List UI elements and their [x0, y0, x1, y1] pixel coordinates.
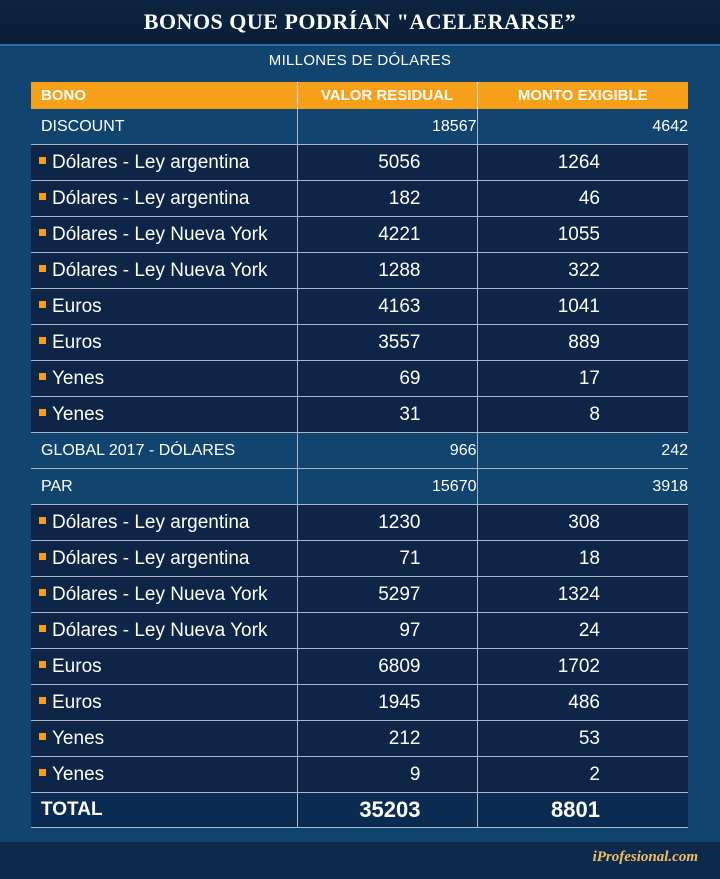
bond-name: Dólares - Ley argentina [52, 547, 250, 569]
column-header-valor-residual: VALOR RESIDUAL [297, 82, 477, 109]
valor-residual-cell: 5056 [297, 145, 477, 181]
valor-residual-cell: 1945 [297, 685, 477, 721]
monto-exigible-cell: 17 [477, 361, 688, 397]
bond-name: Dólares - Ley Nueva York [52, 583, 268, 605]
bond-name: Euros [52, 331, 102, 353]
bullet-icon [39, 697, 46, 704]
bond-name-cell [31, 469, 297, 505]
table-row [31, 505, 688, 541]
table-row [31, 685, 688, 721]
bond-name-cell [31, 685, 297, 721]
valor-residual-cell: 31 [297, 397, 477, 433]
bond-name: Yenes [52, 367, 105, 389]
monto-exigible-cell: 1055 [477, 217, 688, 253]
valor-residual-cell: 5297 [297, 577, 477, 613]
brand-logo: iProfesional.com [592, 849, 698, 865]
table-row [31, 397, 688, 433]
valor-residual-cell: 15670 [297, 469, 477, 505]
group-row [31, 109, 688, 145]
bullet-icon [39, 589, 46, 596]
monto-exigible-cell: 1702 [477, 649, 688, 685]
monto-exigible-cell: 3918 [477, 469, 688, 505]
valor-residual-cell: 4221 [297, 217, 477, 253]
monto-exigible-cell: 53 [477, 721, 688, 757]
bond-name: PAR [41, 477, 73, 495]
table-row [31, 613, 688, 649]
header-row [31, 82, 688, 109]
bullet-icon [39, 409, 46, 416]
monto-exigible-cell: 24 [477, 613, 688, 649]
bullet-icon [39, 769, 46, 776]
monto-exigible-cell: 18 [477, 541, 688, 577]
monto-exigible-cell: 2 [477, 757, 688, 793]
bond-name: Euros [52, 655, 102, 677]
bullet-icon [39, 661, 46, 668]
bond-name: Euros [52, 295, 102, 317]
valor-residual-cell: 69 [297, 361, 477, 397]
monto-exigible-cell: 486 [477, 685, 688, 721]
bond-name-cell [31, 505, 297, 541]
bond-name: Dólares - Ley Nueva York [52, 619, 268, 641]
bond-name-cell [31, 181, 297, 217]
bond-name-cell [31, 721, 297, 757]
valor-residual-cell: 18567 [297, 109, 477, 145]
bullet-icon [39, 625, 46, 632]
table-row [31, 325, 688, 361]
valor-residual-cell: 3557 [297, 325, 477, 361]
bond-name-cell [31, 613, 297, 649]
valor-residual-cell: 6809 [297, 649, 477, 685]
bond-name: Dólares - Ley Nueva York [52, 259, 268, 281]
valor-residual-cell: 1288 [297, 253, 477, 289]
bond-name-cell [31, 109, 297, 145]
bullet-icon [39, 733, 46, 740]
table-row [31, 757, 688, 793]
table-row [31, 541, 688, 577]
valor-residual-cell: 1230 [297, 505, 477, 541]
group-row [31, 433, 688, 469]
bond-name: GLOBAL 2017 - DÓLARES [41, 441, 236, 459]
page-title: BONOS QUE PODRÍAN "ACELERARSE” [143, 9, 577, 34]
bond-name: TOTAL [41, 799, 103, 820]
bond-table [31, 82, 688, 828]
bond-name-cell [31, 577, 297, 613]
monto-exigible-cell: 1041 [477, 289, 688, 325]
valor-residual-cell: 9 [297, 757, 477, 793]
table-row [31, 181, 688, 217]
table-row [31, 721, 688, 757]
bond-name: Yenes [52, 727, 105, 749]
monto-exigible-cell: 4642 [477, 109, 688, 145]
table-row [31, 649, 688, 685]
bond-name-cell [31, 361, 297, 397]
table-row [31, 361, 688, 397]
bond-name: Dólares - Ley argentina [52, 511, 250, 533]
bond-name: Dólares - Ley argentina [52, 187, 250, 209]
table-body [31, 109, 688, 828]
table-row [31, 289, 688, 325]
valor-residual-cell: 97 [297, 613, 477, 649]
bond-name: Euros [52, 691, 102, 713]
bond-name-cell [31, 757, 297, 793]
bond-name: Dólares - Ley Nueva York [52, 223, 268, 245]
monto-exigible-cell: 889 [477, 325, 688, 361]
subtitle: MILLONES DE DÓLARES [268, 52, 452, 69]
bullet-icon [39, 553, 46, 560]
bullet-icon [39, 265, 46, 272]
title-bar [0, 0, 720, 46]
monto-exigible-cell: 8 [477, 397, 688, 433]
table-row [31, 577, 688, 613]
bond-name: DISCOUNT [41, 117, 125, 135]
bond-name-cell [31, 433, 297, 469]
valor-residual-cell: 4163 [297, 289, 477, 325]
bond-name-cell [31, 289, 297, 325]
group-row [31, 469, 688, 505]
bond-name-cell [31, 325, 297, 361]
bond-name-cell [31, 541, 297, 577]
monto-exigible-cell: 8801 [477, 793, 688, 828]
valor-residual-cell: 966 [297, 433, 477, 469]
bullet-icon [39, 373, 46, 380]
valor-residual-cell: 212 [297, 721, 477, 757]
monto-exigible-cell: 322 [477, 253, 688, 289]
column-header-bono: BONO [31, 82, 297, 109]
table-row [31, 217, 688, 253]
bond-name-cell [31, 253, 297, 289]
monto-exigible-cell: 308 [477, 505, 688, 541]
total-row [31, 793, 688, 828]
bond-name-cell [31, 145, 297, 181]
valor-residual-cell: 71 [297, 541, 477, 577]
bond-name-cell [31, 649, 297, 685]
bullet-icon [39, 337, 46, 344]
valor-residual-cell: 182 [297, 181, 477, 217]
bond-name-cell [31, 397, 297, 433]
bullet-icon [39, 229, 46, 236]
bullet-icon [39, 301, 46, 308]
monto-exigible-cell: 1324 [477, 577, 688, 613]
bullet-icon [39, 517, 46, 524]
bond-name-cell [31, 793, 297, 828]
monto-exigible-cell: 46 [477, 181, 688, 217]
column-header-monto-exigible: MONTO EXIGIBLE [477, 82, 688, 109]
monto-exigible-cell: 242 [477, 433, 688, 469]
bullet-icon [39, 193, 46, 200]
table-row [31, 145, 688, 181]
valor-residual-cell: 35203 [297, 793, 477, 828]
bullet-icon [39, 157, 46, 164]
bond-name: Yenes [52, 403, 105, 425]
monto-exigible-cell: 1264 [477, 145, 688, 181]
bond-name: Dólares - Ley argentina [52, 151, 250, 173]
bond-name-cell [31, 217, 297, 253]
table-row [31, 253, 688, 289]
table-header [31, 82, 688, 109]
bond-name: Yenes [52, 763, 105, 785]
